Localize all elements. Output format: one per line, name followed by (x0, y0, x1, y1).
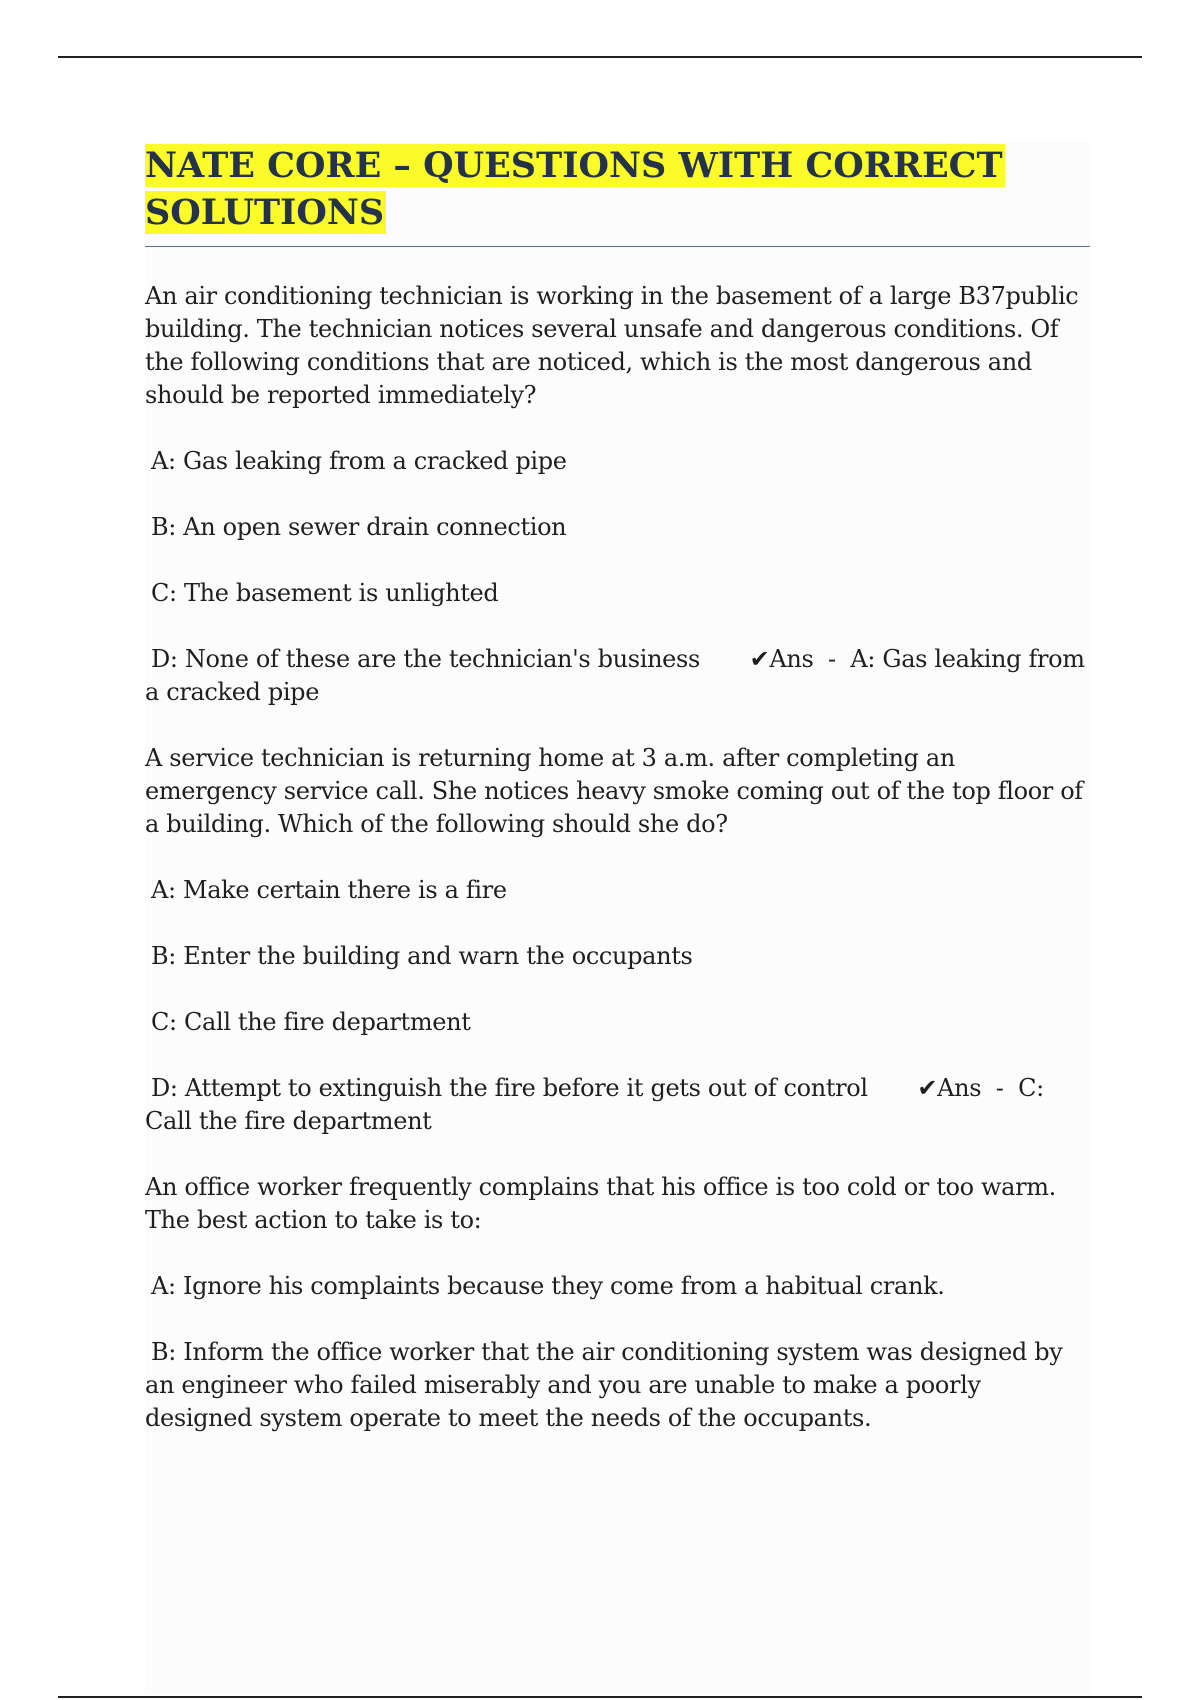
correct-answer: A: Gas leaking from a cracked pipe (145, 645, 1085, 706)
answer-check-label: ✔Ans (749, 645, 814, 673)
answer-option: B: Inform the office worker that the air conditioning system was designed by an engineer who failed miserably and you are unable to make a poorly designed system operate to meet the needs of the occupants. (145, 1338, 1063, 1432)
title-underline (145, 246, 1090, 247)
document-content (145, 142, 1090, 1694)
answer-option: A: Gas leaking from a cracked pipe (151, 447, 567, 475)
answer-option: A: Make certain there is a fire (151, 876, 507, 904)
answer-option-with-solution: D: Attempt to extinguish the fire before it gets out of control ✔Ans - C: Call the fire department (145, 1074, 1044, 1135)
question-text: An office worker frequently complains that his office is too cold or too warm. The best action to take is to: (145, 1173, 1056, 1234)
answer-option: D: None of these are the technician's business (151, 645, 700, 673)
answer-option: D: Attempt to extinguish the fire before it gets out of control (151, 1074, 868, 1102)
footer-rule (58, 1696, 1142, 1698)
header-rule (58, 56, 1142, 58)
answer-check-label: ✔Ans (917, 1074, 982, 1102)
answer-option: B: An open sewer drain connection (151, 513, 567, 541)
answer-option: C: Call the fire department (151, 1008, 471, 1036)
answer-option: A: Ignore his complaints because they come from a habitual crank. (151, 1272, 945, 1300)
correct-answer: C: Call the fire department (145, 1074, 1044, 1135)
answer-option: B: Enter the building and warn the occupants (151, 942, 693, 970)
answer-option-with-solution: D: None of these are the technician's business ✔Ans - A: Gas leaking from a cracked pipe (145, 645, 1085, 706)
question-text: An air conditioning technician is working in the basement of a large B37public building. The technician notices several unsafe and dangerous conditions. Of the following conditions that are noticed, which is the most dangerous and should be reported immediately? (145, 282, 1079, 409)
question-text: A service technician is returning home at 3 a.m. after completing an emergency service call. She notices heavy smoke coming out of the top floor of a building. Which of the following should she do? (145, 744, 1083, 838)
question-list (145, 280, 1090, 1435)
title-highlight: NATE CORE – QUESTIONS WITH CORRECT SOLUTIONS (145, 145, 1003, 233)
answer-option: C: The basement is unlighted (151, 579, 499, 607)
document-title (145, 142, 1090, 236)
